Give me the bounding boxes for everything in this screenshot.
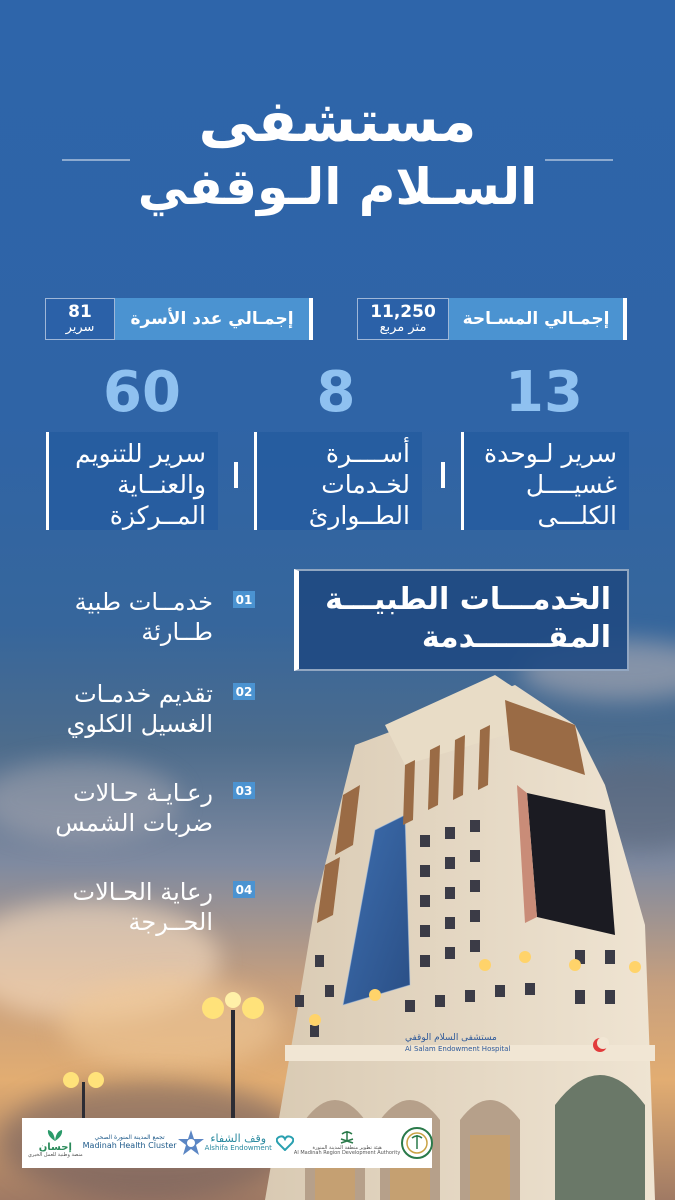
stat-number-emergency: 8 [316,360,356,425]
madinah-development-authority-text: هيئة تطوير منطقة المدينة المنورة [312,1144,382,1151]
title-line-2: السـلام الـوقفي [137,158,538,216]
stat-number-icu: 60 [103,360,181,425]
services-header-line-1: الخدمـــات الطبيـــة [325,582,611,617]
ihsan-logo-subtext: منصة وطنية للعمل الخيري [28,1151,83,1158]
service-text [75,587,213,647]
total-area-unit: متر مربع [379,320,427,336]
service-text [55,778,213,838]
building-sign-en: Al Salam Endowment Hospital [405,1045,511,1053]
building-sign-ar: مستشفى السلام الوقفي [405,1033,497,1043]
star-emblem-logo [177,1129,205,1157]
stat-card-line: أســــرة [325,439,410,468]
service-line: تقديم خدمـات [74,680,213,708]
stat-card-line: سرير للتنويم [75,439,206,468]
total-area-pill [357,298,627,340]
star-emblem-icon [177,1129,205,1157]
stat-separator [234,462,238,488]
emirate-seal-icon [400,1126,434,1160]
total-area-value: 11,250 [370,301,436,322]
total-beds-value: 81 [68,301,92,322]
total-beds-value-box [45,298,115,340]
stat-card-line: الكلـــى [537,501,617,530]
madinah-health-cluster-subtext: تجمع المدينة المنورة الصحي [94,1134,165,1142]
stat-card-line: لخـدمات [321,470,410,499]
street-lamp-icon [198,990,268,1130]
services-header [294,569,629,671]
total-area-value-box [357,298,449,340]
ihsan-logo-text: إحسان [38,1141,72,1153]
stat-number-dialysis: 13 [505,360,583,425]
total-area-label: إجمـالي المسـاحة [449,298,627,340]
stat-card-line: سرير لـوحدة [484,439,617,468]
service-text [67,679,213,739]
service-text [73,877,214,937]
alshifa-logo-text: وقف الشفاء [210,1132,267,1146]
service-line: خدمــات طبية [74,588,213,616]
stat-card-icu [46,432,218,530]
stat-card-line: الطــوارئ [308,501,410,530]
service-line: الحــرجة [128,908,213,936]
service-line: رعـايـة حـالات [73,779,213,807]
palm-swords-icon [339,1130,355,1146]
heart-icon [276,1135,294,1151]
stat-card-emergency [254,432,422,530]
ihsan-logo [28,1128,83,1159]
service-number: 04 [233,881,255,898]
ihsan-leaf-icon [45,1128,65,1142]
stat-card-dialysis [461,432,629,530]
service-line: ضربات الشمس [55,809,213,837]
alshifa-text-group [205,1133,272,1153]
stat-card-line: المــركزة [109,501,206,530]
service-number: 02 [233,683,255,700]
madinah-development-authority-logo [294,1130,400,1157]
service-item [40,778,255,840]
service-number: 03 [233,782,255,799]
service-number: 01 [233,591,255,608]
title-rule-right [545,159,613,161]
service-line: رعاية الحـالات [72,878,213,906]
services-header-line-2: المقـــــــدمة [421,620,611,655]
stat-separator [441,462,445,488]
stat-card-line: والعنــاية [117,470,206,499]
madinah-development-authority-subtext: Al Madinah Region Development Authority [293,1150,401,1156]
stat-card-line: غسيــــل [525,470,617,499]
service-item [40,679,255,741]
total-beds-label: إجمـالي عدد الأسرة [115,298,313,340]
service-line: الغسيل الكلوي [66,710,213,738]
partner-logos-bar [22,1118,432,1168]
emirate-seal-logo [400,1126,434,1160]
service-line: طــارئة [141,618,213,646]
alshifa-endowment-logo [205,1133,294,1153]
service-item [40,587,255,649]
total-beds-pill [45,298,313,340]
service-item [40,877,255,939]
title-line-1: مستشفى [198,87,477,155]
madinah-health-cluster-logo [83,1135,177,1150]
alshifa-logo-subtext: Alshifa Endowment [204,1144,272,1153]
total-beds-unit: سرير [65,320,95,336]
title-rule-left [62,159,130,161]
madinah-health-cluster-text: Madinah Health Cluster [82,1140,177,1150]
